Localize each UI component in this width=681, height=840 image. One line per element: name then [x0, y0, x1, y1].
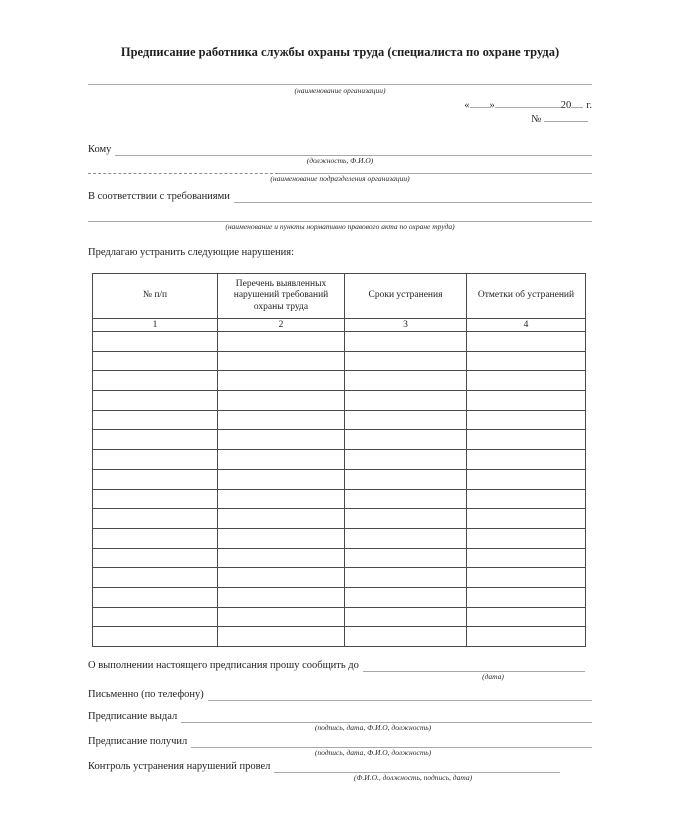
table-row: [93, 332, 586, 352]
date-year-blank: [571, 98, 583, 108]
table-cell: [93, 469, 218, 489]
table-cell: [218, 332, 345, 352]
unit-field-line: [88, 166, 592, 174]
column-number-cell: 1: [93, 319, 218, 332]
act-blank-line: [88, 203, 592, 222]
date-day-blank: [470, 98, 490, 108]
table-cell: [345, 587, 467, 607]
table-cell: [345, 548, 467, 568]
table-header-cell: № п/п: [93, 274, 218, 319]
table-cell: [218, 587, 345, 607]
table-row: [93, 430, 586, 450]
to-blank: [115, 143, 592, 156]
table-cell: [218, 627, 345, 647]
received-caption: (подпись, дата, Ф.И.О, должность): [314, 748, 432, 757]
table-cell: [93, 528, 218, 548]
column-number-cell: 3: [345, 319, 467, 332]
written-field-line: [88, 688, 592, 701]
table-cell: [93, 607, 218, 627]
table-cell: [467, 489, 586, 509]
written-label: Письменно (по телефону): [88, 689, 204, 700]
table-cell: [345, 332, 467, 352]
notify-field-line: [88, 659, 592, 672]
table-cell: [467, 568, 586, 588]
date-open-quote: «: [464, 100, 470, 111]
to-label: Кому: [88, 144, 112, 155]
table-row: [93, 548, 586, 568]
issued-label: Предписание выдал: [88, 711, 178, 722]
accordance-label: В соответствии с требованиями: [88, 191, 230, 202]
table-cell: [93, 371, 218, 391]
table-cell: [345, 371, 467, 391]
table-row: [93, 351, 586, 371]
number-blank: [544, 112, 588, 122]
notify-date-caption: (дата): [482, 672, 504, 681]
organization-blank-line: [88, 60, 592, 85]
table-cell: [467, 351, 586, 371]
table-cell: [345, 607, 467, 627]
table-row: [93, 528, 586, 548]
column-number-cell: 2: [218, 319, 345, 332]
table-cell: [467, 391, 586, 411]
table-cell: [93, 587, 218, 607]
accordance-blank: [234, 190, 592, 203]
date-month-blank: [495, 98, 561, 108]
table-cell: [345, 528, 467, 548]
table-row: [93, 587, 586, 607]
table-cell: [93, 450, 218, 470]
to-field-line: [88, 143, 592, 156]
received-field-line: [88, 735, 592, 748]
propose-text: Предлагаю устранить следующие нарушения:: [88, 247, 295, 258]
table-cell: [93, 430, 218, 450]
table-cell: [93, 351, 218, 371]
table-row: [93, 450, 586, 470]
table-cell: [467, 607, 586, 627]
unit-caption: (наименование подразделения организации): [270, 174, 410, 183]
table-cell: [345, 489, 467, 509]
table-cell: [218, 607, 345, 627]
table-cell: [467, 528, 586, 548]
table-cell: [467, 430, 586, 450]
table-cell: [218, 430, 345, 450]
table-cell: [218, 469, 345, 489]
column-number-cell: 4: [467, 319, 586, 332]
table-cell: [467, 469, 586, 489]
table-cell: [218, 528, 345, 548]
table-cell: [218, 568, 345, 588]
table-cell: [345, 627, 467, 647]
table-row: [93, 607, 586, 627]
table-header-cell: Сроки устранения: [345, 274, 467, 319]
table-cell: [345, 450, 467, 470]
document-content: [88, 0, 592, 783]
issued-blank: [181, 710, 592, 723]
table-row: [93, 568, 586, 588]
table-cell: [218, 410, 345, 430]
control-label: Контроль устранения нарушений провел: [88, 761, 271, 772]
table-row: [93, 371, 586, 391]
table-cell: [93, 627, 218, 647]
act-caption: (наименование и пункты нормативно правового акта по охране труда): [225, 222, 455, 231]
notify-blank: [363, 659, 585, 672]
table-cell: [467, 450, 586, 470]
accordance-field-line: [88, 190, 592, 203]
received-blank: [191, 735, 592, 748]
table-row: [93, 627, 586, 647]
table-cell: [345, 430, 467, 450]
number-sign: №: [531, 114, 542, 125]
table-row: [93, 391, 586, 411]
unit-blank: [278, 166, 592, 174]
table-row: [93, 509, 586, 529]
date-close-quote: »: [489, 100, 495, 111]
table-cell: [218, 351, 345, 371]
table-cell: [345, 568, 467, 588]
date-century: 20: [560, 100, 572, 111]
table-cell: [467, 332, 586, 352]
violations-table-head: [93, 274, 586, 319]
table-row: [93, 410, 586, 430]
to-caption: (должность, Ф.И.О): [306, 156, 374, 165]
table-cell: [218, 450, 345, 470]
table-cell: [218, 509, 345, 529]
table-cell: [218, 371, 345, 391]
received-label: Предписание получил: [88, 736, 188, 747]
table-cell: [93, 391, 218, 411]
page-title: Предписание работника службы охраны труда (специалиста по охране труда): [120, 45, 560, 59]
table-cell: [345, 351, 467, 371]
table-row: [93, 469, 586, 489]
table-header-cell: Перечень выявленных нарушений требований охраны труда: [218, 274, 345, 319]
unit-dashed-blank: [88, 166, 278, 174]
issued-field-line: [88, 710, 592, 723]
organization-caption: (наименование организации): [294, 86, 386, 95]
table-cell: [93, 509, 218, 529]
written-blank: [208, 688, 592, 701]
table-cell: [93, 548, 218, 568]
violations-table-body: [93, 319, 586, 647]
notify-label: О выполнении настоящего предписания прошу сообщить до: [88, 660, 359, 671]
table-cell: [467, 371, 586, 391]
table-cell: [467, 627, 586, 647]
table-header-cell: Отметки об устранений: [467, 274, 586, 319]
date-line: [88, 98, 592, 112]
table-cell: [467, 548, 586, 568]
control-blank: [274, 760, 560, 773]
table-cell: [218, 489, 345, 509]
table-cell: [467, 587, 586, 607]
table-cell: [93, 410, 218, 430]
date-year-suffix: г.: [586, 100, 592, 111]
control-field-line: [88, 760, 592, 773]
column-number-row: [93, 319, 586, 332]
violations-table: [92, 273, 586, 647]
table-cell: [345, 410, 467, 430]
table-cell: [345, 509, 467, 529]
table-cell: [467, 410, 586, 430]
table-cell: [345, 469, 467, 489]
table-cell: [93, 332, 218, 352]
table-cell: [345, 391, 467, 411]
table-row: [93, 489, 586, 509]
document-number-line: [88, 112, 592, 126]
issued-caption: (подпись, дата, Ф.И.О, должность): [314, 723, 432, 732]
table-cell: [467, 509, 586, 529]
table-cell: [93, 568, 218, 588]
table-cell: [218, 391, 345, 411]
table-cell: [218, 548, 345, 568]
table-cell: [93, 489, 218, 509]
control-caption: (Ф.И.О., должность, подпись, дата): [353, 773, 473, 782]
